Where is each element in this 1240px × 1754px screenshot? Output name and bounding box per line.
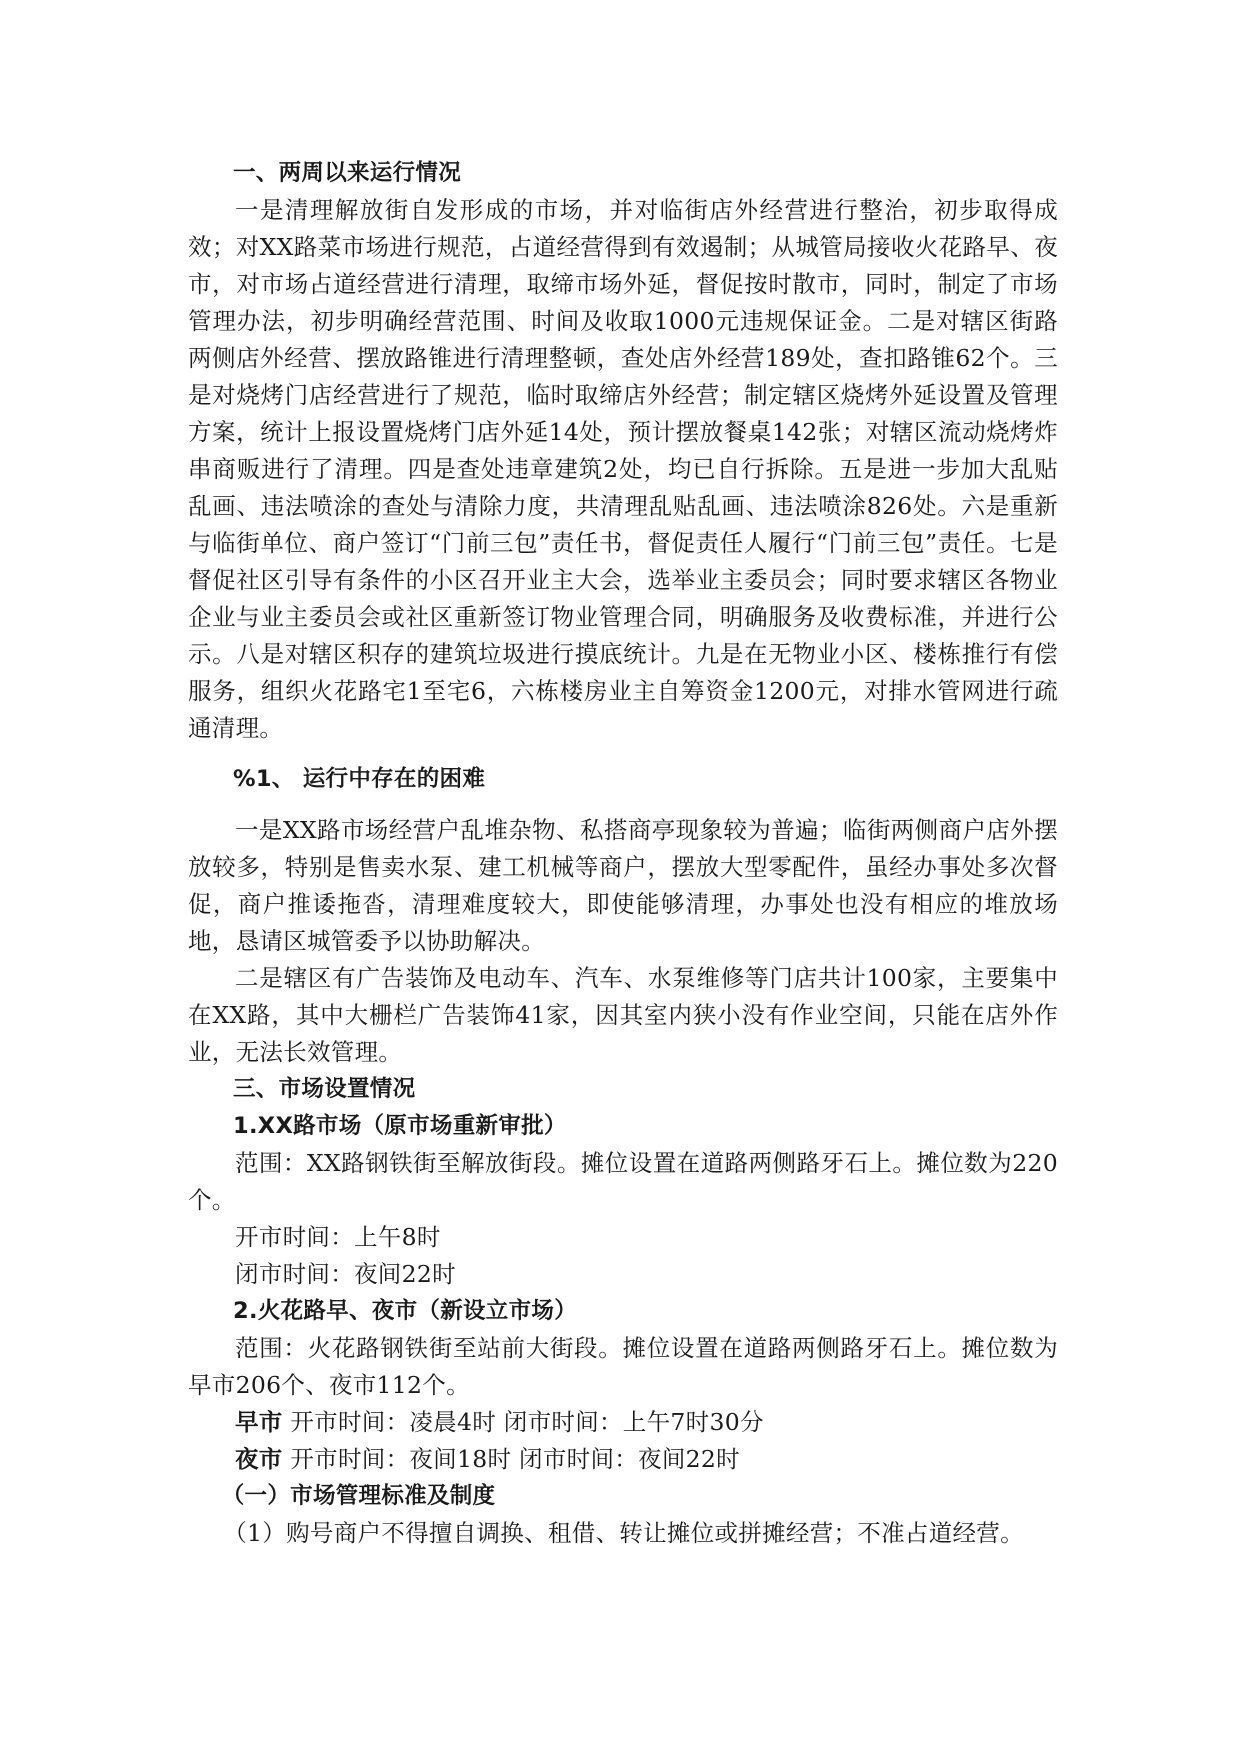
subsection-heading: 1.XX路市场（原市场重新审批） <box>233 1113 567 1139</box>
inline-text: 开市时间：夜间18时 闭市时间：夜间22时 <box>282 1445 740 1473</box>
text-line <box>188 1404 1058 1441</box>
section-heading: 一、两周以来运行情况 <box>233 160 462 186</box>
paragraph: 范围：火花路钢铁街至站前大街段。摊位设置在道路两侧路牙石上。摊位数为早市206个、夜市112个。 <box>188 1334 1058 1399</box>
section-heading: 三、市场设置情况 <box>233 1076 416 1102</box>
text-line <box>188 1441 1058 1478</box>
paragraph: 一是XX路市场经营户乱堆杂物、私搭商亭现象较为普遍；临街两侧商户店外摆放较多，特别是售卖水泵、建工机械等商户，摆放大型零配件，虽经办事处多次督促，商户推诿拖沓，清理难度较大，即使能够清理，办事处也没有相应的堆放场地，恳请区城管委予以协助解决。 <box>188 816 1058 955</box>
paragraph: 一是清理解放街自发形成的市场，并对临街店外经营进行整治，初步取得成效；对XX路菜市场进行规范，占道经营得到有效遏制；从城管局接收火花路早、夜市，对市场占道经营进行清理，取缔市场外延，督促按时散市，同时，制定了市场管理办法，初步明确经营范围、时间及收取1000元违规保证金。二是对辖区街路两侧店外经营、摆放路锥进行清理整顿，查处店外经营189处，查扣路锥62个。三是对烧烤门店经营进行了规范，临时取缔店外经营；制定辖区烧烤外延设置及管理方案，统计上报设置烧烤门店外延14处，预计摆放餐桌142张；对辖区流动烧烤炸串商贩进行了清理。四是查处违章建筑2处，均已自行拆除。五是进一步加大乱贴乱画、违法喷涂的查处与清除力度，共清理乱贴乱画、违法喷涂826处。六是重新与临街单位、商户签订“门前三包”责任书，督促责任人履行“门前三包”责任。七是督促社区引导有条件的小区召开业主大会，选举业主委员会；同时要求辖区各物业企业与业主委员会或社区重新签订物业管理合同，明确服务及收费标准，并进行公示。八是对辖区积存的建筑垃圾进行摸底统计。九是在无物业小区、楼栋推行有偿服务，组织火花路宅1至宅6，六栋楼房业主自筹资金1200元，对排水管网进行疏通清理。 <box>188 196 1058 742</box>
section-heading: %1、 运行中存在的困难 <box>233 766 486 792</box>
paragraph: 二是辖区有广告装饰及电动车、汽车、水泵维修等门店共计100家，主要集中在XX路，其中大栅栏广告装饰41家，因其室内狭小没有作业空间，只能在店外作业，无法长效管理。 <box>188 964 1058 1066</box>
document-page <box>188 155 1058 1552</box>
paragraph: 范围：XX路钢铁街至解放街段。摊位设置在道路两侧路牙石上。摊位数为220个。 <box>188 1149 1058 1214</box>
text-line: 开市时间：上午8时 <box>235 1223 441 1251</box>
subsection-heading: （一）市场管理标准及制度 <box>221 1483 496 1509</box>
rule-item: （1）购号商户不得擅自调换、租借、转让摊位或拼摊经营；不准占道经营。 <box>223 1519 1024 1547</box>
inline-label: 早市 <box>235 1408 283 1436</box>
inline-label: 夜市 <box>235 1445 283 1473</box>
text-line: 闭市时间：夜间22时 <box>235 1260 456 1288</box>
inline-text: 开市时间：凌晨4时 闭市时间：上午7时30分 <box>282 1408 764 1436</box>
subsection-heading: 2.火花路早、夜市（新设立市场） <box>233 1298 578 1324</box>
